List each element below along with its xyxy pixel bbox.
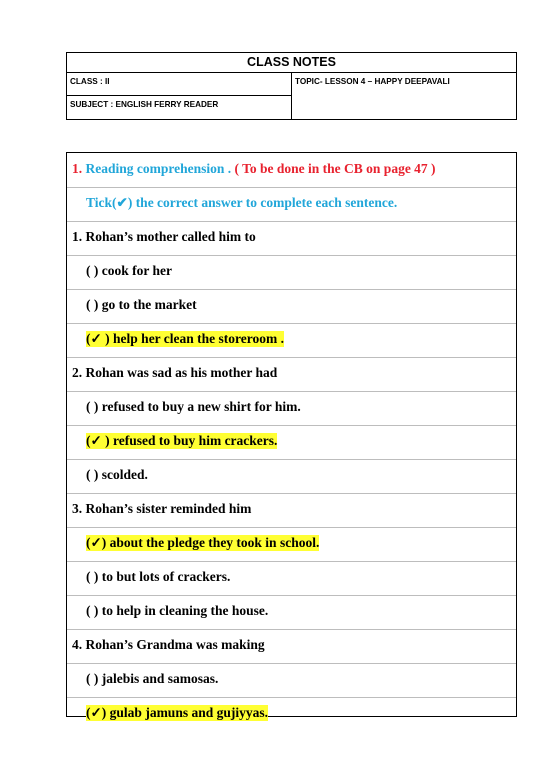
class-label: CLASS : II (70, 77, 110, 86)
answer-option: ( ) jalebis and samosas. (86, 671, 219, 686)
content-box (66, 152, 517, 720)
answer-option-line (67, 595, 516, 630)
question-text: 4. Rohan’s Grandma was making (72, 637, 265, 652)
heading-title: Reading comprehension . (85, 161, 232, 176)
answer-option: ( ) cook for her (86, 263, 172, 278)
answer-option: ( ) go to the market (86, 297, 197, 312)
correct-answer: (✓ ) help her clean the storeroom . (86, 331, 285, 346)
answer-option-line (67, 697, 516, 731)
answer-option: ( ) refused to buy a new shirt for him. (86, 399, 301, 414)
question-line (67, 221, 516, 256)
topic-cell (292, 73, 517, 120)
subject-label: SUBJECT : ENGLISH FERRY READER (70, 100, 219, 109)
heading-number: 1. (72, 161, 83, 176)
question-line (67, 629, 516, 664)
correct-answer: (✓) gulab jamuns and gujiyyas. (86, 705, 268, 720)
heading-note: ( To be done in the CB on page 47 ) (234, 161, 436, 176)
class-cell (67, 73, 292, 96)
class-notes-header-table (66, 52, 517, 120)
answer-option: ( ) to help in cleaning the house. (86, 603, 269, 618)
answer-option-line (67, 527, 516, 562)
answer-option-line (67, 391, 516, 426)
answer-option-line (67, 323, 516, 358)
header-title: CLASS NOTES (67, 53, 517, 73)
correct-answer: (✓ ) refused to buy him crackers. (86, 433, 278, 448)
topic-label: TOPIC- LESSON 4 – HAPPY DEEPAVALI (295, 77, 450, 86)
answer-option: ( ) scolded. (86, 467, 148, 482)
answer-option-line (67, 255, 516, 290)
answer-option-line (67, 289, 516, 324)
question-text: 1. Rohan’s mother called him to (72, 229, 256, 244)
instruction-line (67, 187, 516, 222)
question-line (67, 357, 516, 392)
section-heading (72, 161, 436, 177)
answer-option-line (67, 663, 516, 698)
answer-option-line (67, 459, 516, 494)
question-text: 2. Rohan was sad as his mother had (72, 365, 278, 380)
answer-option: ( ) to but lots of crackers. (86, 569, 231, 584)
heading-line (67, 153, 516, 188)
question-line (67, 493, 516, 528)
answer-option-line (67, 561, 516, 596)
instruction-text: Tick(✔) the correct answer to complete each sentence. (86, 195, 398, 210)
question-text: 3. Rohan’s sister reminded him (72, 501, 252, 516)
correct-answer: (✓) about the pledge they took in school. (86, 535, 320, 550)
subject-cell (67, 96, 292, 120)
answer-option-line (67, 425, 516, 460)
